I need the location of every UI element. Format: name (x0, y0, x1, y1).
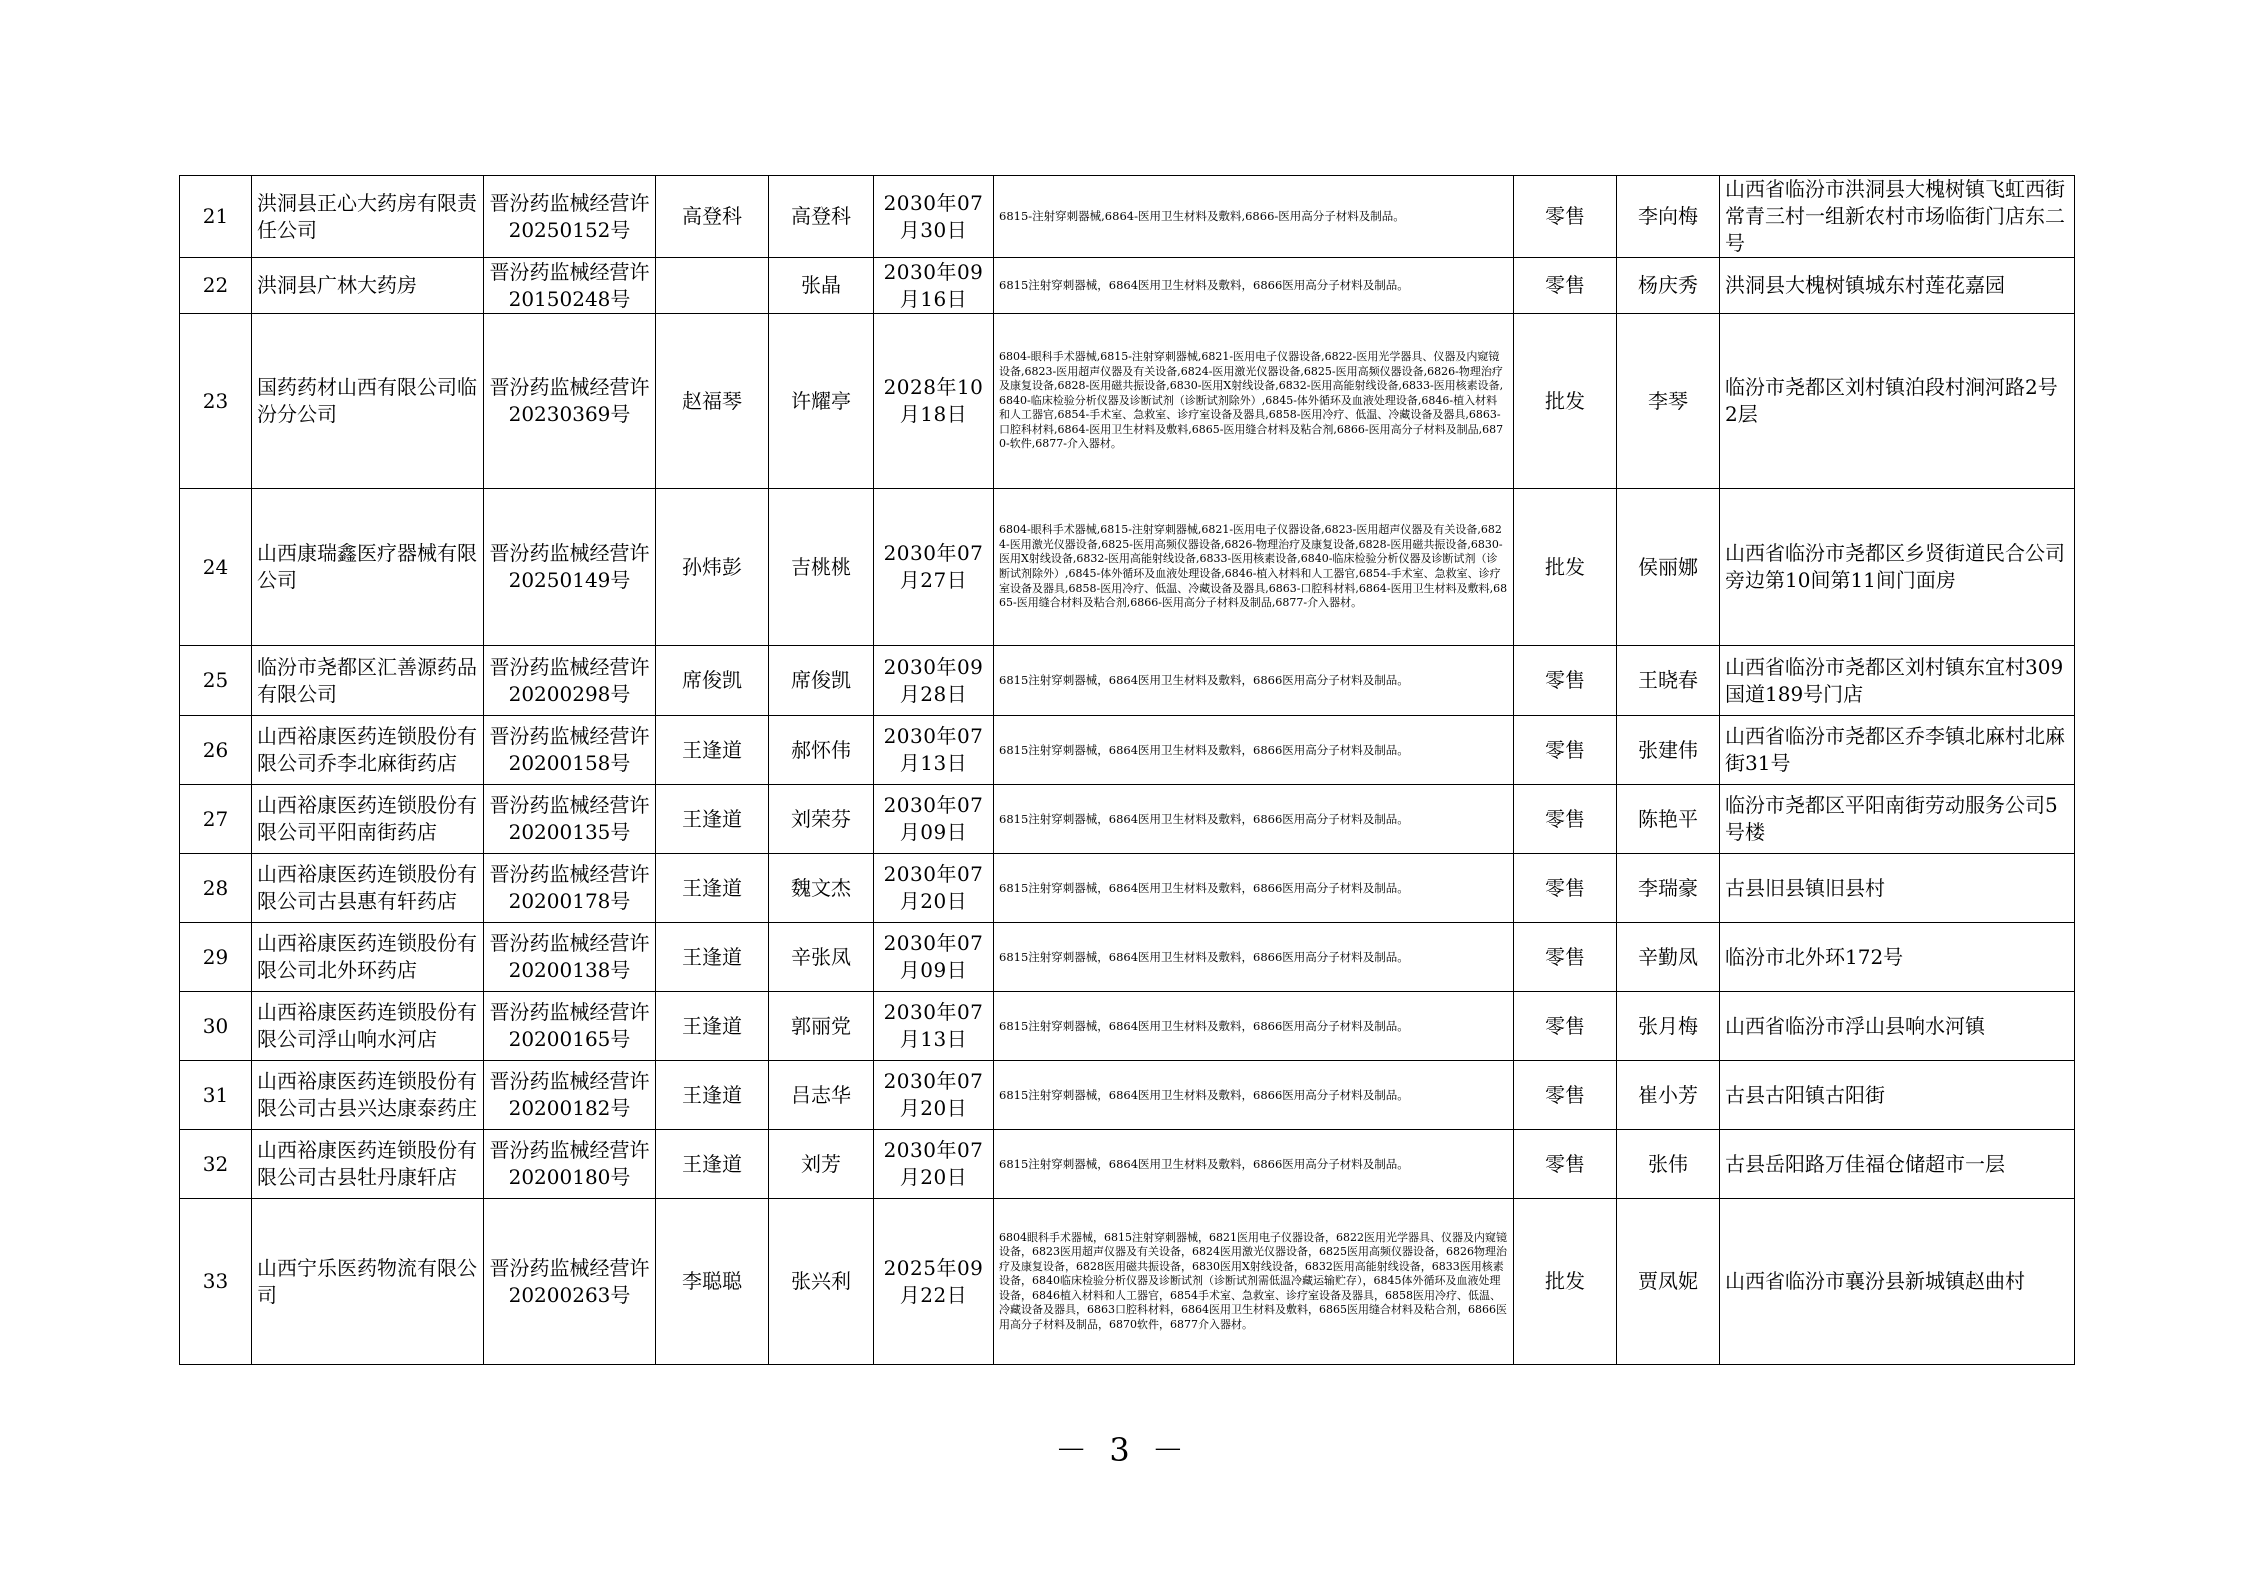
business-type: 零售 (1514, 176, 1617, 258)
quality-manager: 侯丽娜 (1617, 489, 1720, 646)
business-scope: 6804眼科手术器械，6815注射穿刺器械，6821医用电子仪器设备，6822医用光学器具、仪器及内窥镜设备，6823医用超声仪器及有关设备，6824医用激光仪器设备，6825医用高频仪器设备，6826物理治疗及康复设备，6828医用磁共振设备，6830医用X射线设备，6832医用高能射线设备，6833医用核素设备，6840临床检验分析仪器及诊断试剂（诊断试剂需低温冷藏运输贮存），6845体外循环及血液处理设备，6846植入材料和人工器官，6854手术室、急救室、诊疗室设备及器具，6858医用冷疗、低温、冷藏设备及器具，6863口腔科材料，6864医用卫生材料及敷料，6865医用缝合材料及粘合剂，6866医用高分子材料及制品，6870软件，6877介入器材。 (994, 1199, 1514, 1365)
license-number: 晋汾药监械经营许20150248号 (484, 258, 656, 314)
business-manager: 高登科 (769, 176, 874, 258)
license-number: 晋汾药监械经营许20200182号 (484, 1061, 656, 1130)
row-number: 30 (180, 992, 252, 1061)
company-name: 山西裕康医药连锁股份有限公司平阳南街药店 (252, 785, 484, 854)
business-type: 零售 (1514, 923, 1617, 992)
business-scope: 6815注射穿刺器械，6864医用卫生材料及敷料，6866医用高分子材料及制品。 (994, 646, 1514, 716)
company-name: 山西裕康医药连锁股份有限公司浮山响水河店 (252, 992, 484, 1061)
business-type: 批发 (1514, 1199, 1617, 1365)
page-number: － 3 － (1055, 1431, 1190, 1469)
row-number: 22 (180, 258, 252, 314)
company-name: 山西裕康医药连锁股份有限公司古县兴达康泰药庄 (252, 1061, 484, 1130)
business-address: 临汾市尧都区刘村镇泊段村涧河路2号2层 (1720, 314, 2075, 489)
expiry-date: 2030年07月27日 (874, 489, 994, 646)
row-number: 26 (180, 716, 252, 785)
table-row (180, 258, 2075, 314)
legal-representative: 王逢道 (656, 923, 769, 992)
expiry-date: 2030年09月16日 (874, 258, 994, 314)
business-address: 山西省临汾市洪洞县大槐树镇飞虹西街常青三村一组新农村市场临街门店东二号 (1720, 176, 2075, 258)
table-row (180, 1199, 2075, 1365)
business-manager: 席俊凯 (769, 646, 874, 716)
legal-representative: 王逢道 (656, 785, 769, 854)
business-address: 古县岳阳路万佳福仓储超市一层 (1720, 1130, 2075, 1199)
business-manager: 吕志华 (769, 1061, 874, 1130)
business-address: 山西省临汾市尧都区乡贤街道民合公司旁边第10间第11间门面房 (1720, 489, 2075, 646)
business-manager: 吉桃桃 (769, 489, 874, 646)
expiry-date: 2030年07月09日 (874, 923, 994, 992)
quality-manager: 贾凤妮 (1617, 1199, 1720, 1365)
business-address: 洪洞县大槐树镇城东村莲花嘉园 (1720, 258, 2075, 314)
company-name: 山西裕康医药连锁股份有限公司乔李北麻街药店 (252, 716, 484, 785)
legal-representative: 席俊凯 (656, 646, 769, 716)
business-scope: 6815注射穿刺器械，6864医用卫生材料及敷料，6866医用高分子材料及制品。 (994, 716, 1514, 785)
company-name: 洪洞县广林大药房 (252, 258, 484, 314)
business-type: 零售 (1514, 716, 1617, 785)
business-address: 古县旧县镇旧县村 (1720, 854, 2075, 923)
legal-representative: 王逢道 (656, 1130, 769, 1199)
quality-manager: 李琴 (1617, 314, 1720, 489)
row-number: 23 (180, 314, 252, 489)
business-type: 零售 (1514, 646, 1617, 716)
business-scope: 6815注射穿刺器械，6864医用卫生材料及敷料，6866医用高分子材料及制品。 (994, 854, 1514, 923)
row-number: 33 (180, 1199, 252, 1365)
table-row (180, 923, 2075, 992)
quality-manager: 崔小芳 (1617, 1061, 1720, 1130)
expiry-date: 2030年09月28日 (874, 646, 994, 716)
legal-representative: 高登科 (656, 176, 769, 258)
quality-manager: 张建伟 (1617, 716, 1720, 785)
row-number: 24 (180, 489, 252, 646)
legal-representative: 王逢道 (656, 854, 769, 923)
business-scope: 6804-眼科手术器械,6815-注射穿刺器械,6821-医用电子仪器设备,6823-医用超声仪器及有关设备,6824-医用激光仪器设备,6825-医用高频仪器设备,6826-物理治疗及康复设备,6828-医用磁共振设备,6830-医用X射线设备,6832-医用高能射线设备,6833-医用核素设备,6840-临床检验分析仪器及诊断试剂（诊断试剂除外）,6845-体外循环及血液处理设备,6846-植入材料和人工器官,6854-手术室、急救室、诊疗室设备及器具,6858-医用冷疗、低温、冷藏设备及器具,6863-口腔科材料,6864-医用卫生材料及敷料,6865-医用缝合材料及粘合剂,6866-医用高分子材料及制品,6877-介入器材。 (994, 489, 1514, 646)
quality-manager: 杨庆秀 (1617, 258, 1720, 314)
expiry-date: 2028年10月18日 (874, 314, 994, 489)
expiry-date: 2030年07月20日 (874, 854, 994, 923)
business-address: 山西省临汾市尧都区乔李镇北麻村北麻街31号 (1720, 716, 2075, 785)
business-address: 古县古阳镇古阳街 (1720, 1061, 2075, 1130)
business-scope: 6815注射穿刺器械，6864医用卫生材料及敷料，6866医用高分子材料及制品。 (994, 258, 1514, 314)
license-number: 晋汾药监械经营许20230369号 (484, 314, 656, 489)
business-type: 零售 (1514, 1130, 1617, 1199)
row-number: 32 (180, 1130, 252, 1199)
business-type: 零售 (1514, 992, 1617, 1061)
license-number: 晋汾药监械经营许20200135号 (484, 785, 656, 854)
legal-representative: 王逢道 (656, 1061, 769, 1130)
quality-manager: 辛勤凤 (1617, 923, 1720, 992)
legal-representative: 赵福琴 (656, 314, 769, 489)
row-number: 29 (180, 923, 252, 992)
table-row (180, 646, 2075, 716)
table-row (180, 489, 2075, 646)
company-name: 山西裕康医药连锁股份有限公司古县牡丹康轩店 (252, 1130, 484, 1199)
row-number: 21 (180, 176, 252, 258)
license-number: 晋汾药监械经营许20200138号 (484, 923, 656, 992)
business-scope: 6804-眼科手术器械,6815-注射穿刺器械,6821-医用电子仪器设备,6822-医用光学器具、仪器及内窥镜设备,6823-医用超声仪器及有关设备,6824-医用激光仪器设备,6825-医用高频仪器设备,6826-物理治疗及康复设备,6828-医用磁共振设备,6830-医用X射线设备,6832-医用高能射线设备,6833-医用核素设备,6840-临床检验分析仪器及诊断试剂（诊断试剂除外）,6845-体外循环及血液处理设备,6846-植入材料和人工器官,6854-手术室、急救室、诊疗室设备及器具,6858-医用冷疗、低温、冷藏设备及器具,6863-口腔科材料,6864-医用卫生材料及敷料,6865-医用缝合材料及粘合剂,6866-医用高分子材料及制品,6870-软件,6877-介入器材。 (994, 314, 1514, 489)
quality-manager: 李瑞豪 (1617, 854, 1720, 923)
legal-representative: 孙炜彭 (656, 489, 769, 646)
business-manager: 许耀亭 (769, 314, 874, 489)
expiry-date: 2030年07月13日 (874, 716, 994, 785)
business-type: 批发 (1514, 314, 1617, 489)
quality-manager: 陈艳平 (1617, 785, 1720, 854)
legal-representative: 李聪聪 (656, 1199, 769, 1365)
quality-manager: 张伟 (1617, 1130, 1720, 1199)
table-row (180, 992, 2075, 1061)
business-address: 山西省临汾市浮山县响水河镇 (1720, 992, 2075, 1061)
table-row (180, 716, 2075, 785)
quality-manager: 李向梅 (1617, 176, 1720, 258)
license-number: 晋汾药监械经营许20200178号 (484, 854, 656, 923)
business-type: 零售 (1514, 785, 1617, 854)
business-scope: 6815注射穿刺器械，6864医用卫生材料及敷料，6866医用高分子材料及制品。 (994, 1061, 1514, 1130)
business-manager: 郝怀伟 (769, 716, 874, 785)
license-number: 晋汾药监械经营许20250152号 (484, 176, 656, 258)
company-name: 山西康瑞鑫医疗器械有限公司 (252, 489, 484, 646)
expiry-date: 2030年07月20日 (874, 1061, 994, 1130)
table-row (180, 1061, 2075, 1130)
business-address: 山西省临汾市襄汾县新城镇赵曲村 (1720, 1199, 2075, 1365)
business-scope: 6815注射穿刺器械，6864医用卫生材料及敷料，6866医用高分子材料及制品。 (994, 992, 1514, 1061)
business-scope: 6815-注射穿刺器械,6864-医用卫生材料及敷料,6866-医用高分子材料及制品。 (994, 176, 1514, 258)
row-number: 31 (180, 1061, 252, 1130)
license-table (179, 175, 2075, 1365)
legal-representative (656, 258, 769, 314)
business-scope: 6815注射穿刺器械，6864医用卫生材料及敷料，6866医用高分子材料及制品。 (994, 785, 1514, 854)
row-number: 27 (180, 785, 252, 854)
table-row (180, 785, 2075, 854)
business-scope: 6815注射穿刺器械，6864医用卫生材料及敷料，6866医用高分子材料及制品。 (994, 923, 1514, 992)
expiry-date: 2030年07月09日 (874, 785, 994, 854)
legal-representative: 王逢道 (656, 992, 769, 1061)
legal-representative: 王逢道 (656, 716, 769, 785)
table-row (180, 854, 2075, 923)
business-manager: 刘荣芬 (769, 785, 874, 854)
business-manager: 郭丽党 (769, 992, 874, 1061)
business-manager: 辛张凤 (769, 923, 874, 992)
quality-manager: 王晓春 (1617, 646, 1720, 716)
row-number: 25 (180, 646, 252, 716)
business-type: 批发 (1514, 489, 1617, 646)
license-number: 晋汾药监械经营许20200298号 (484, 646, 656, 716)
business-manager: 魏文杰 (769, 854, 874, 923)
business-manager: 刘芳 (769, 1130, 874, 1199)
business-type: 零售 (1514, 1061, 1617, 1130)
company-name: 国药药材山西有限公司临汾分公司 (252, 314, 484, 489)
license-number: 晋汾药监械经营许20250149号 (484, 489, 656, 646)
expiry-date: 2030年07月30日 (874, 176, 994, 258)
license-number: 晋汾药监械经营许20200263号 (484, 1199, 656, 1365)
company-name: 山西裕康医药连锁股份有限公司北外环药店 (252, 923, 484, 992)
business-type: 零售 (1514, 258, 1617, 314)
license-number: 晋汾药监械经营许20200165号 (484, 992, 656, 1061)
table-row (180, 176, 2075, 258)
table-row (180, 314, 2075, 489)
row-number: 28 (180, 854, 252, 923)
business-address: 临汾市北外环172号 (1720, 923, 2075, 992)
quality-manager: 张月梅 (1617, 992, 1720, 1061)
company-name: 临汾市尧都区汇善源药品有限公司 (252, 646, 484, 716)
company-name: 山西宁乐医药物流有限公司 (252, 1199, 484, 1365)
license-number: 晋汾药监械经营许20200180号 (484, 1130, 656, 1199)
table-row (180, 1130, 2075, 1199)
expiry-date: 2025年09月22日 (874, 1199, 994, 1365)
business-type: 零售 (1514, 854, 1617, 923)
expiry-date: 2030年07月13日 (874, 992, 994, 1061)
company-name: 洪洞县正心大药房有限责任公司 (252, 176, 484, 258)
license-number: 晋汾药监械经营许20200158号 (484, 716, 656, 785)
business-manager: 张晶 (769, 258, 874, 314)
business-address: 山西省临汾市尧都区刘村镇东宜村309国道189号门店 (1720, 646, 2075, 716)
company-name: 山西裕康医药连锁股份有限公司古县惠有轩药店 (252, 854, 484, 923)
business-address: 临汾市尧都区平阳南街劳动服务公司5号楼 (1720, 785, 2075, 854)
business-scope: 6815注射穿刺器械，6864医用卫生材料及敷料，6866医用高分子材料及制品。 (994, 1130, 1514, 1199)
business-manager: 张兴利 (769, 1199, 874, 1365)
expiry-date: 2030年07月20日 (874, 1130, 994, 1199)
